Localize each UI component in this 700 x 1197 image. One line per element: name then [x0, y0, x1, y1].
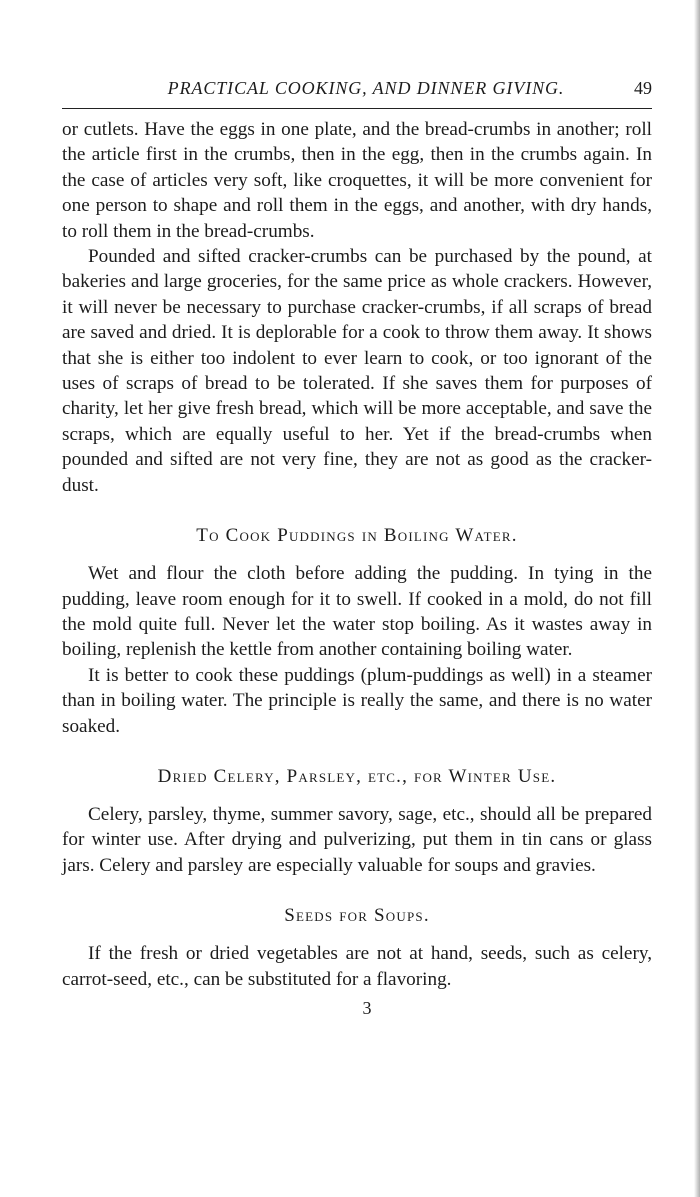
paragraph-cracker-crumbs: Pounded and sifted cracker-crumbs can be purchased by the pound, at bakeries and large groceries, for the same price as whole crackers. However, it will never be necessary to purchase cracker-crumbs, if all scraps of bread are saved and dried. It is deplorable for a cook to throw them away. It shows that she is either too indolent to ever learn to cook, or too ignorant of the uses of scraps of bread to be tolerated. If she saves them for purposes of charity, let her give fresh bread, which will be more acceptable, and save the scraps, which are equally useful to her. Yet if the bread-crumbs when pounded and sifted are not very fine, they are not as good as the cracker-dust.: [62, 246, 652, 496]
paragraph-pudding-cloth: Wet and flour the cloth before adding the pudding. In tying in the pudding, leave room enough for it to swell. If cooked in a mold, do not fill the mold quite full. Never let the water stop boiling. As it wastes away in boiling, replenish the kettle from another containing boiling water.: [62, 563, 652, 661]
paragraph-seeds: If the fresh or dried vegetables are not at hand, seeds, such as celery, carrot-seed, etc., can be substituted for a flavoring.: [62, 943, 652, 990]
paragraph-dried-herbs: Celery, parsley, thyme, summer savory, sage, etc., should all be prepared for winter use. After drying and pulverizing, put them in tin cans or glass jars. Celery and parsley are especially valuable for soups and gravies.: [62, 803, 652, 876]
header-rule: [62, 108, 652, 109]
page-header: [62, 76, 652, 100]
book-page: [62, 76, 652, 1019]
heading-seeds-for-soups: Seeds for Soups.: [284, 905, 430, 927]
page-number: 49: [634, 78, 652, 98]
paragraph-pudding-steamer: It is better to cook these puddings (plum-puddings as well) in a steamer than in boiling water. The principle is really the same, and there is no water soaked.: [62, 664, 652, 737]
paragraph-breading-continued: or cutlets. Have the eggs in one plate, and the bread-crumbs in another; roll the article first in the crumbs, then in the egg, then in the crumbs again. In the case of articles very soft, like croquettes, it will be more convenient for one person to shape and roll them in the eggs, and another, with dry hands, to roll them in the bread-crumbs.: [62, 119, 652, 242]
heading-dried-celery: Dried Celery, Parsley, etc., for Winter Use.: [157, 765, 557, 787]
heading-puddings: To Cook Puddings in Boiling Water.: [196, 525, 518, 547]
page-edge-shadow: [694, 0, 700, 1197]
signature-mark: 3: [362, 997, 372, 1018]
running-title: PRACTICAL COOKING, AND DINNER GIVING.: [167, 78, 565, 98]
